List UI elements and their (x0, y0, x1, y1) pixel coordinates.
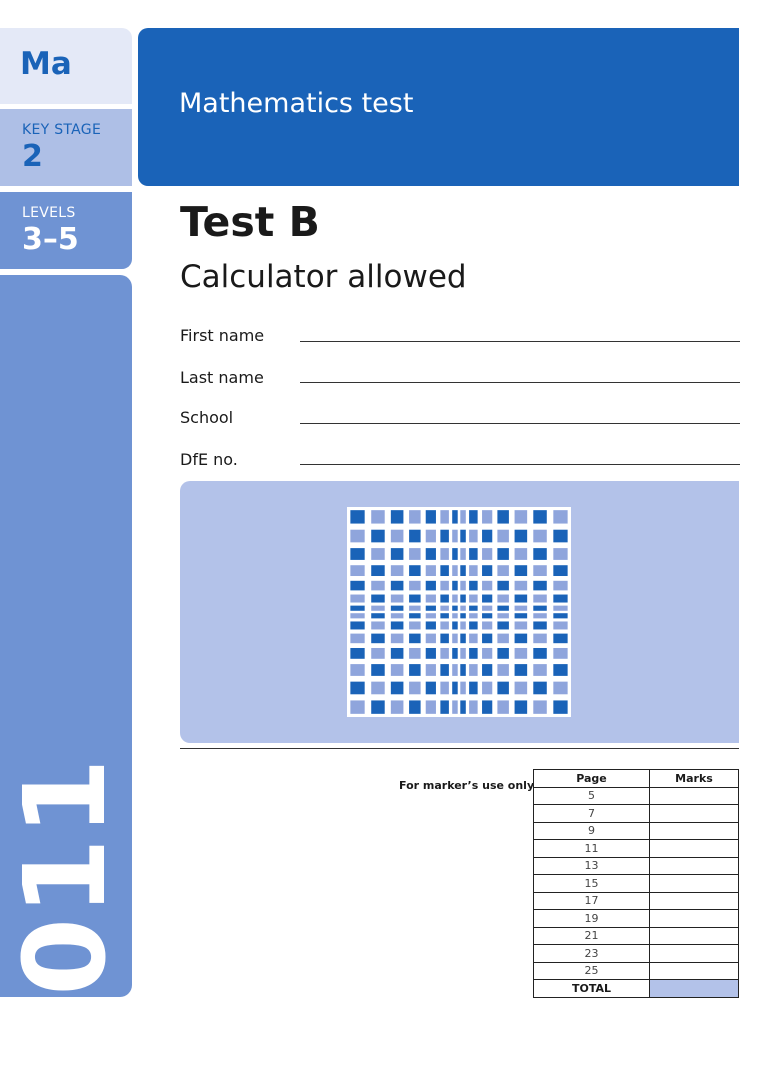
grid-square (391, 581, 404, 591)
grid-square (515, 648, 528, 659)
dfe-no-field[interactable] (300, 464, 740, 465)
first-name-field[interactable] (300, 341, 740, 342)
grid-square (515, 606, 528, 611)
year-tab (0, 275, 132, 1076)
grid-square (515, 581, 528, 591)
grid-square (350, 700, 364, 713)
grid-square (391, 548, 404, 560)
grid-square (497, 548, 509, 560)
grid-square (469, 510, 478, 523)
grid-square (409, 530, 421, 543)
grid-square (469, 682, 478, 695)
page-column-header: Page (534, 770, 650, 788)
grid-square (350, 581, 364, 591)
grid-square (409, 606, 421, 611)
grid-square (426, 682, 436, 695)
subject-code: Ma (20, 46, 72, 82)
table-row (534, 927, 739, 945)
grid-square (482, 606, 492, 611)
grid-square (452, 548, 458, 560)
test-title: Test B (180, 198, 320, 246)
grid-square (371, 648, 384, 659)
page-number-cell: 9 (534, 822, 650, 840)
grid-square (533, 510, 546, 523)
grid-square (497, 634, 509, 644)
divider-line (180, 748, 739, 749)
grid-square (482, 581, 492, 591)
grid-square (426, 581, 436, 591)
grid-square (371, 565, 384, 576)
grid-square (440, 530, 449, 543)
grid-square (460, 648, 466, 659)
grid-square (440, 595, 449, 603)
grid-square (460, 634, 466, 644)
last-name-field[interactable] (300, 382, 740, 383)
grid-square (409, 548, 421, 560)
grid-square (452, 634, 458, 644)
grid-square (350, 606, 364, 611)
grid-square (371, 621, 384, 629)
grid-square (482, 648, 492, 659)
key-stage-label: KEY STAGE (22, 122, 102, 138)
grid-square (515, 621, 528, 629)
grid-square (553, 565, 567, 576)
grid-square (391, 634, 404, 644)
page-number-cell: 25 (534, 962, 650, 980)
levels-value: 3–5 (22, 222, 79, 257)
grid-square (391, 530, 404, 543)
page-number-cell: 21 (534, 927, 650, 945)
grid-square (553, 606, 567, 611)
table-row (534, 945, 739, 963)
grid-square (452, 510, 458, 523)
grid-square (497, 621, 509, 629)
table-row (534, 857, 739, 875)
page-number-cell: 11 (534, 840, 650, 858)
subject-tab (0, 28, 132, 104)
grid-square (409, 648, 421, 659)
marks-entry-cell[interactable] (650, 805, 739, 823)
marks-entry-cell[interactable] (650, 857, 739, 875)
marks-table (533, 769, 739, 998)
grid-square (440, 634, 449, 644)
grid-square (409, 664, 421, 676)
grid-square (469, 700, 478, 713)
illustration-panel (180, 481, 739, 743)
grid-square (426, 634, 436, 644)
grid-square (371, 595, 384, 603)
first-name-label: First name (180, 326, 265, 345)
page-number-cell: 7 (534, 805, 650, 823)
total-row (534, 980, 739, 998)
grid-square (426, 565, 436, 576)
grid-square (371, 682, 384, 695)
grid-square (350, 648, 364, 659)
grid-square (482, 700, 492, 713)
marks-column-header: Marks (650, 770, 739, 788)
grid-square (460, 606, 466, 611)
grid-square (533, 565, 546, 576)
grid-square (533, 682, 546, 695)
grid-square (391, 682, 404, 695)
grid-square (515, 565, 528, 576)
grid-square (391, 621, 404, 629)
grid-square (482, 664, 492, 676)
grid-square (391, 606, 404, 611)
header-band (138, 28, 739, 186)
test-subtitle: Calculator allowed (180, 259, 467, 295)
grid-square (391, 510, 404, 523)
grid-square (409, 634, 421, 644)
grid-square (469, 613, 478, 618)
grid-square (515, 634, 528, 644)
grid-square (497, 648, 509, 659)
grid-square (553, 548, 567, 560)
marks-entry-cell[interactable] (650, 962, 739, 980)
grid-square (350, 565, 364, 576)
grid-square (533, 634, 546, 644)
grid-square (460, 700, 466, 713)
grid-square (452, 700, 458, 713)
page-number-cell: 19 (534, 910, 650, 928)
grid-square (426, 613, 436, 618)
grid-square (553, 621, 567, 629)
grid-square (515, 595, 528, 603)
total-marks-cell[interactable] (650, 980, 739, 998)
grid-square (452, 606, 458, 611)
grid-square (371, 548, 384, 560)
grid-square (469, 530, 478, 543)
grid-square (440, 548, 449, 560)
grid-square (452, 682, 458, 695)
grid-square (497, 530, 509, 543)
grid-square (482, 530, 492, 543)
grid-square (409, 621, 421, 629)
grid-square (452, 613, 458, 618)
grid-square (553, 613, 567, 618)
grid-square (533, 548, 546, 560)
grid-square (533, 613, 546, 618)
marker-use-label: For marker’s use only (399, 779, 535, 792)
table-row (534, 892, 739, 910)
grid-square (426, 606, 436, 611)
grid-square (482, 621, 492, 629)
grid-square (553, 510, 567, 523)
grid-square (440, 606, 449, 611)
grid-square (460, 613, 466, 618)
grid-square (371, 634, 384, 644)
grid-square (497, 595, 509, 603)
grid-square (391, 700, 404, 713)
grid-square (482, 510, 492, 523)
grid-square (497, 565, 509, 576)
grid-square (426, 700, 436, 713)
grid-square (553, 634, 567, 644)
grid-square (482, 548, 492, 560)
grid-square (460, 682, 466, 695)
grid-square (515, 664, 528, 676)
grid-square (515, 548, 528, 560)
grid-square (497, 682, 509, 695)
grid-square (460, 621, 466, 629)
levels-tab (0, 192, 132, 269)
dfe-no-label: DfE no. (180, 450, 238, 469)
grid-square (426, 595, 436, 603)
grid-square (469, 606, 478, 611)
grid-square (440, 613, 449, 618)
page-title: Mathematics test (179, 88, 414, 119)
grid-square (409, 581, 421, 591)
grid-square (497, 581, 509, 591)
grid-square (460, 581, 466, 591)
key-stage-tab (0, 109, 132, 186)
grid-square (371, 700, 384, 713)
grid-square (460, 664, 466, 676)
grid-square (469, 565, 478, 576)
grid-square (440, 664, 449, 676)
grid-square (426, 621, 436, 629)
grid-square (391, 664, 404, 676)
grid-square (440, 700, 449, 713)
total-label: TOTAL (534, 980, 650, 998)
table-row (534, 787, 739, 805)
grid-square (350, 530, 364, 543)
grid-square (553, 664, 567, 676)
grid-square (440, 510, 449, 523)
grid-square (350, 548, 364, 560)
grid-square (452, 565, 458, 576)
grid-square (440, 581, 449, 591)
page-number-cell: 23 (534, 945, 650, 963)
grid-square (409, 595, 421, 603)
grid-square (553, 595, 567, 603)
grid-square (452, 530, 458, 543)
table-row (534, 910, 739, 928)
grid-square (533, 700, 546, 713)
grid-square (452, 595, 458, 603)
grid-square (469, 664, 478, 676)
grid-square (469, 581, 478, 591)
grid-square (426, 530, 436, 543)
key-stage-value: 2 (22, 139, 43, 174)
grid-square (460, 530, 466, 543)
grid-square (533, 648, 546, 659)
grid-square (460, 510, 466, 523)
marks-entry-cell[interactable] (650, 945, 739, 963)
grid-square (391, 595, 404, 603)
grid-square (440, 621, 449, 629)
grid-square (371, 581, 384, 591)
grid-square (371, 664, 384, 676)
page-number-cell: 13 (534, 857, 650, 875)
grid-square (482, 682, 492, 695)
grid-square (371, 613, 384, 618)
grid-square (533, 664, 546, 676)
grid-square (469, 634, 478, 644)
bulge-grid-illustration (180, 481, 739, 743)
grid-square (533, 530, 546, 543)
grid-square (350, 613, 364, 618)
grid-square (553, 530, 567, 543)
grid-square (350, 634, 364, 644)
table-row (534, 840, 739, 858)
marks-entry-cell[interactable] (650, 840, 739, 858)
grid-square (460, 565, 466, 576)
grid-square (553, 682, 567, 695)
marks-entry-cell[interactable] (650, 892, 739, 910)
grid-square (482, 595, 492, 603)
grid-square (452, 581, 458, 591)
grid-square (350, 510, 364, 523)
grid-square (515, 700, 528, 713)
marks-entry-cell[interactable] (650, 875, 739, 893)
grid-square (409, 613, 421, 618)
table-row (534, 805, 739, 823)
grid-square (426, 664, 436, 676)
school-field[interactable] (300, 423, 740, 424)
table-row (534, 875, 739, 893)
grid-square (469, 648, 478, 659)
grid-square (482, 565, 492, 576)
levels-label: LEVELS (22, 205, 76, 221)
grid-square (452, 621, 458, 629)
marks-table-header (534, 770, 739, 788)
grid-square (371, 530, 384, 543)
grid-square (409, 682, 421, 695)
grid-square (409, 565, 421, 576)
table-row (534, 962, 739, 980)
grid-square (469, 548, 478, 560)
grid-square (533, 606, 546, 611)
grid-square (409, 510, 421, 523)
grid-square (391, 613, 404, 618)
grid-square (469, 621, 478, 629)
grid-square (350, 595, 364, 603)
grid-square (497, 510, 509, 523)
grid-square (426, 510, 436, 523)
grid-square (371, 606, 384, 611)
marks-entry-cell[interactable] (650, 910, 739, 928)
grid-square (497, 664, 509, 676)
grid-square (460, 548, 466, 560)
table-row (534, 822, 739, 840)
grid-square (553, 700, 567, 713)
grid-square (515, 682, 528, 695)
school-label: School (180, 408, 234, 427)
marks-entry-cell[interactable] (650, 787, 739, 805)
grid-square (497, 613, 509, 618)
grid-square (426, 548, 436, 560)
grid-square (533, 581, 546, 591)
grid-square (497, 700, 509, 713)
year-label: 2011 (1, 756, 131, 1076)
grid-square (482, 634, 492, 644)
marks-entry-cell[interactable] (650, 822, 739, 840)
grid-square (440, 648, 449, 659)
grid-square (350, 682, 364, 695)
grid-square (391, 648, 404, 659)
page-number-cell: 5 (534, 787, 650, 805)
page-number-cell: 15 (534, 875, 650, 893)
grid-square (515, 530, 528, 543)
grid-square (371, 510, 384, 523)
grid-square (350, 621, 364, 629)
grid-square (440, 565, 449, 576)
grid-square (533, 595, 546, 603)
grid-square (440, 682, 449, 695)
grid-square (426, 648, 436, 659)
grid-square (497, 606, 509, 611)
grid-square (469, 595, 478, 603)
grid-square (482, 613, 492, 618)
grid-square (409, 700, 421, 713)
grid-square (515, 613, 528, 618)
last-name-label: Last name (180, 368, 264, 387)
grid-square (452, 664, 458, 676)
grid-square (515, 510, 528, 523)
grid-square (350, 664, 364, 676)
grid-square (452, 648, 458, 659)
grid-square (533, 621, 546, 629)
marks-entry-cell[interactable] (650, 927, 739, 945)
grid-square (553, 648, 567, 659)
grid-square (553, 581, 567, 591)
grid-square (460, 595, 466, 603)
grid-square (391, 565, 404, 576)
page-number-cell: 17 (534, 892, 650, 910)
